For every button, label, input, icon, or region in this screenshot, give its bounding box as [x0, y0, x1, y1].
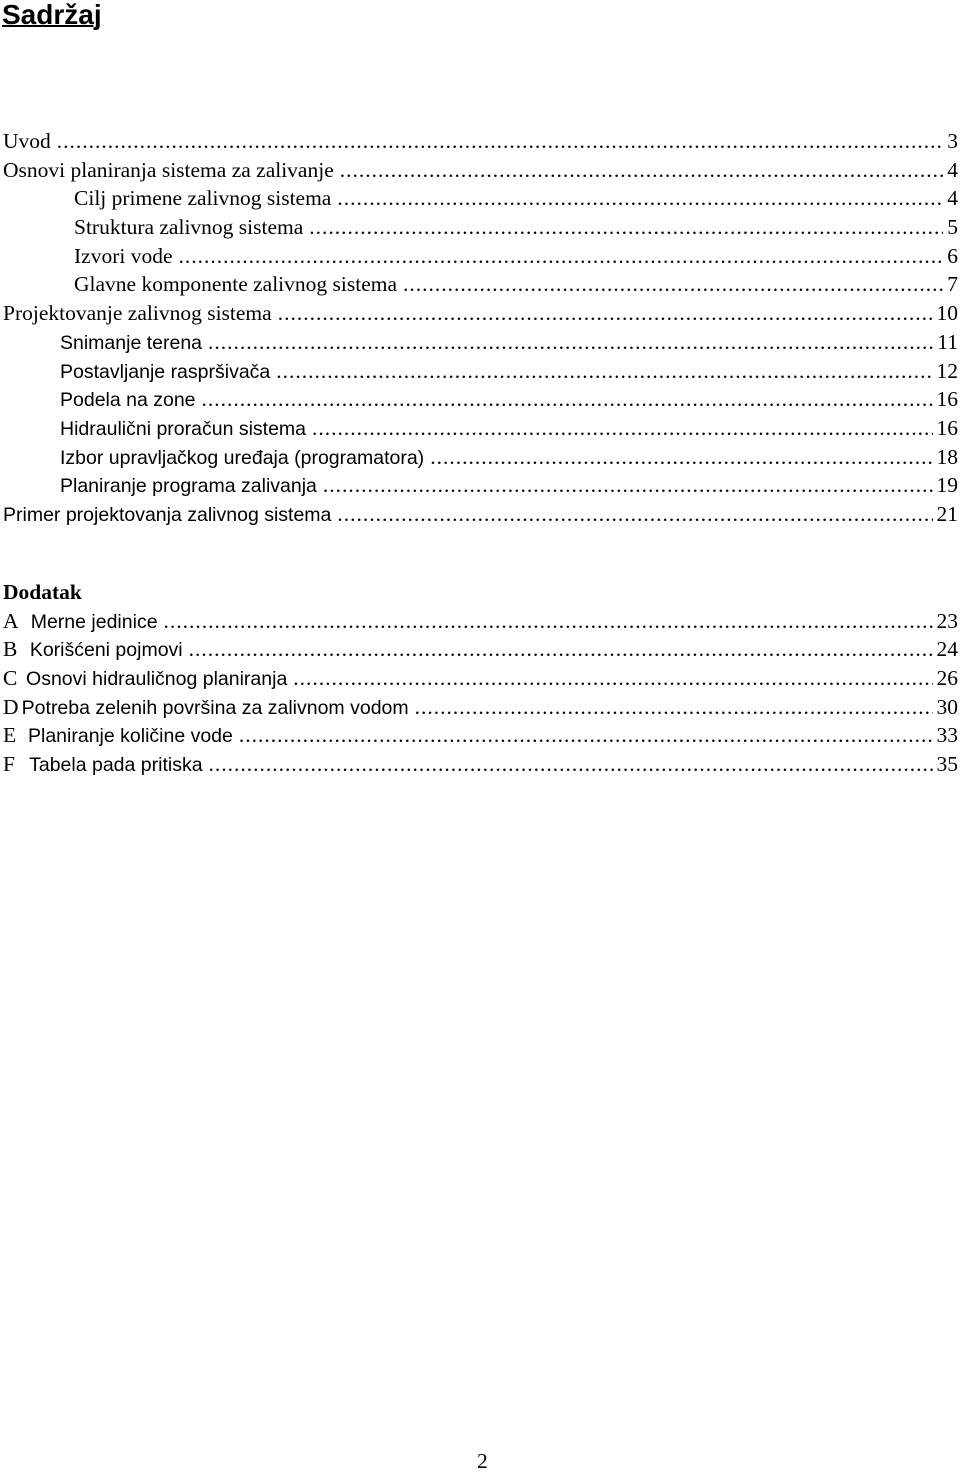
toc-entry-label: Postavljanje raspršivača [60, 360, 271, 383]
appendix-entry-d[interactable] [0, 693, 958, 722]
appendix-page: 26 [936, 666, 958, 690]
toc-entry-uvod[interactable] [0, 127, 958, 156]
dot-leader [164, 607, 933, 636]
dot-leader [340, 156, 944, 185]
toc-entry-cilj-primene[interactable] [0, 184, 958, 213]
dot-leader [239, 721, 933, 750]
dot-leader [309, 213, 943, 242]
toc-entry-page: 4 [947, 157, 958, 182]
appendix-page: 33 [936, 723, 958, 748]
appendix-page: 35 [936, 752, 958, 777]
toc-entry-hidraulicni-proracun[interactable] [0, 414, 958, 443]
toc-entry-label: Glavne komponente zalivnog sistema [74, 272, 398, 297]
dot-leader [208, 328, 933, 357]
appendix-letter: A [3, 608, 19, 633]
dot-leader [337, 184, 943, 213]
section-gap [0, 529, 958, 577]
dot-leader [209, 750, 933, 779]
toc-entry-podela-na-zone[interactable] [0, 385, 958, 414]
table-of-contents [0, 127, 958, 779]
page-title: Sadržaj [2, 0, 102, 30]
dot-leader [276, 357, 932, 386]
toc-entry-label: Izbor upravljačkog uređaja (programatora) [60, 446, 425, 469]
appendix-page: 30 [936, 694, 958, 719]
toc-entry-page: 12 [936, 358, 958, 383]
toc-entry-page: 19 [936, 473, 958, 498]
appendix-entry-b[interactable] [0, 635, 958, 664]
toc-entry-izvori-vode[interactable] [0, 242, 958, 271]
dot-leader [312, 414, 932, 443]
dot-leader [403, 270, 943, 299]
toc-entry-page: 18 [936, 444, 958, 469]
toc-entry-label: Osnovi planiranja sistema za zalivanje [3, 157, 334, 182]
toc-entry-projektovanje[interactable] [0, 299, 958, 328]
appendix-label: Korišćeni pojmovi [29, 639, 183, 662]
toc-entry-izbor-upravljackog[interactable] [0, 443, 958, 472]
appendix-page: 24 [936, 637, 958, 662]
dot-leader [293, 664, 932, 693]
dot-leader [430, 443, 932, 472]
appendix-letter: E [3, 723, 17, 748]
toc-entry-page: 16 [936, 387, 958, 412]
toc-entry-page: 21 [936, 501, 958, 526]
toc-entry-label: Hidraulični proračun sistema [60, 417, 307, 440]
toc-entry-page: 5 [947, 215, 958, 240]
toc-entry-planiranje-programa[interactable] [0, 471, 958, 500]
dot-leader [179, 242, 944, 271]
appendix-page: 23 [936, 608, 958, 633]
toc-entry-page: 3 [947, 129, 958, 153]
appendix-entry-f[interactable] [0, 750, 958, 779]
toc-entry-page: 11 [937, 329, 958, 354]
toc-entry-label: Planiranje programa zalivanja [60, 475, 317, 498]
toc-entry-label: Izvori vode [74, 243, 173, 268]
toc-entry-primer-projektovanja[interactable] [0, 500, 958, 529]
toc-entry-page: 16 [936, 415, 958, 440]
toc-entry-label: Cilj primene zalivnog sistema [74, 186, 332, 211]
toc-entry-label: Projektovanje zalivnog sistema [3, 301, 272, 326]
dot-leader [189, 635, 933, 664]
toc-entry-struktura[interactable] [0, 213, 958, 242]
toc-entry-label: Struktura zalivnog sistema [74, 215, 304, 240]
appendix-entry-c[interactable] [0, 664, 958, 693]
toc-entry-osnovi-planiranja[interactable] [0, 156, 958, 185]
toc-entry-label: Snimanje terena [60, 331, 203, 354]
dot-leader [278, 299, 933, 328]
appendix-label: Planiranje količine vode [28, 725, 233, 748]
dot-leader [337, 500, 932, 529]
appendix-letter: B [3, 637, 18, 662]
toc-entry-snimanje-terena[interactable] [0, 328, 958, 357]
toc-entry-page: 7 [947, 272, 958, 297]
toc-entry-label: Primer projektovanja zalivnog sistema [3, 503, 332, 526]
dot-leader [57, 127, 943, 156]
dot-leader [202, 385, 933, 414]
page-number: 2 [477, 1449, 488, 1473]
appendix-entry-e[interactable] [0, 721, 958, 750]
toc-entry-label: Uvod [3, 129, 51, 153]
dot-leader [323, 471, 933, 500]
appendix-entry-a[interactable] [0, 607, 958, 636]
appendix-letter: C [3, 666, 18, 690]
toc-entry-label: Podela na zone [60, 389, 196, 412]
appendix-letter: D [3, 694, 19, 719]
appendix-label: Potreba zelenih površina za zalivnom vodom [21, 696, 409, 719]
appendix-letter: F [3, 752, 15, 777]
appendix-label: Tabela pada pritiska [29, 754, 203, 777]
dot-leader [415, 693, 933, 722]
toc-entry-page: 6 [947, 243, 958, 268]
toc-entry-postavljanje[interactable] [0, 357, 958, 386]
appendix-label: Osnovi hidrauličnog planiranja [26, 668, 288, 690]
toc-entry-glavne-komponente[interactable] [0, 270, 958, 299]
appendix-heading: Dodatak [3, 579, 82, 604]
toc-entry-page: 10 [936, 301, 958, 326]
toc-entry-page: 4 [947, 186, 958, 211]
appendix-label: Merne jedinice [30, 610, 158, 633]
